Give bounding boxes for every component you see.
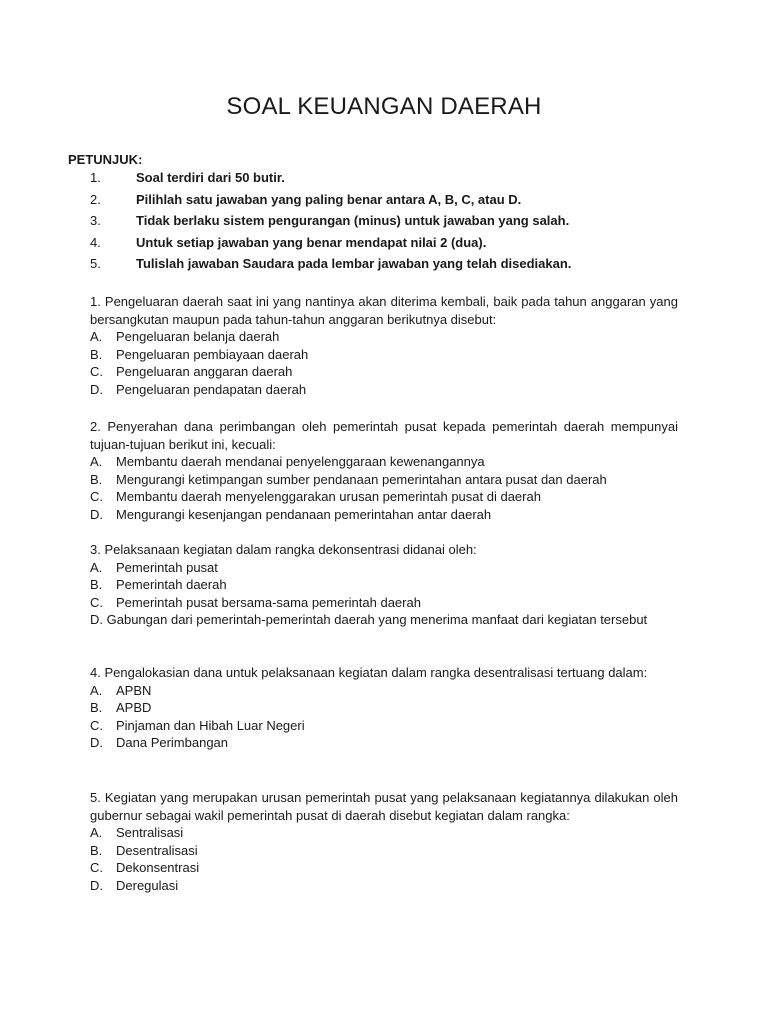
- option-letter: D.: [90, 381, 103, 397]
- answer-option-b: [90, 842, 678, 860]
- option-letter: C.: [90, 860, 103, 875]
- instructions-list: [68, 170, 708, 278]
- question-5: [90, 789, 678, 894]
- option-text: Pemerintah pusat bersama-sama pemerintah daerah: [116, 594, 421, 610]
- option-letter: D.: [90, 877, 103, 893]
- instruction-item: [68, 192, 708, 214]
- answer-option-c: [90, 594, 678, 612]
- answer-option-a: [90, 328, 678, 346]
- instruction-number: 4.: [90, 234, 101, 250]
- option-letter: A.: [90, 329, 103, 344]
- question-1: [90, 293, 678, 398]
- answer-option-d: [90, 611, 678, 629]
- option-text: Desentralisasi: [116, 842, 198, 858]
- instruction-number: 2.: [90, 191, 101, 207]
- answer-option-d: [90, 734, 678, 752]
- option-letter: B.: [90, 346, 103, 362]
- answer-option-b: [90, 699, 678, 717]
- answer-option-b: [90, 471, 678, 489]
- instruction-text: Tulislah jawaban Saudara pada lembar jawaban yang telah disediakan.: [136, 256, 572, 271]
- option-letter: C.: [90, 364, 103, 379]
- question-text: 3. Pelaksanaan kegiatan dalam rangka dekonsentrasi didanai oleh:: [90, 542, 477, 557]
- instruction-item: [68, 256, 708, 278]
- option-text: Pengeluaran pembiayaan daerah: [116, 346, 309, 362]
- option-letter: A.: [90, 825, 103, 840]
- option-text: Mengurangi ketimpangan sumber pendanaan pemerintahan antara pusat dan daerah: [116, 471, 607, 487]
- instructions-heading: PETUNJUK:: [68, 152, 143, 167]
- option-text: Pengeluaran pendapatan daerah: [116, 381, 307, 397]
- instruction-number: 3.: [90, 213, 101, 228]
- option-letter: C.: [90, 594, 103, 610]
- page-title: SOAL KEUANGAN DAERAH: [226, 93, 542, 120]
- question-3: [90, 541, 678, 629]
- option-letter: C.: [90, 717, 103, 733]
- answer-option-a: [90, 559, 678, 577]
- option-letter: A.: [90, 682, 103, 698]
- option-text: Deregulasi: [116, 877, 179, 893]
- option-text: Mengurangi kesenjangan pendanaan pemerintahan antar daerah: [116, 506, 492, 522]
- answer-option-c: [90, 363, 678, 381]
- instruction-text: Untuk setiap jawaban yang benar mendapat nilai 2 (dua).: [136, 234, 487, 250]
- question-2: [90, 418, 678, 523]
- answer-option-d: [90, 506, 678, 524]
- option-text: Pemerintah daerah: [116, 577, 227, 592]
- answer-option-c: [90, 859, 678, 877]
- option-text: Dekonsentrasi: [116, 860, 200, 875]
- answer-option-d: [90, 381, 678, 399]
- option-text: Pemerintah pusat: [116, 559, 218, 575]
- option-letter: A.: [90, 454, 103, 469]
- answer-option-c: [90, 488, 678, 506]
- question-4: [90, 664, 678, 752]
- option-text: Pengeluaran belanja daerah: [116, 329, 280, 344]
- question-text: 4. Pengalokasian dana untuk pelaksanaan kegiatan dalam rangka desentralisasi tertuang dalam:: [90, 665, 648, 680]
- option-text: Membantu daerah menyelenggarakan urusan pemerintah pusat di daerah: [116, 489, 541, 504]
- question-text: 5. Kegiatan yang merupakan urusan pemerintah pusat yang pelaksanaan kegiatannya dilakukan oleh gubernur sebagai wakil pemerintah pusat di daerah disebut kegiatan dalam rangka:: [90, 790, 678, 823]
- question-text: 2. Penyerahan dana perimbangan oleh pemerintah pusat kepada pemerintah daerah mempunyai tujuan-tujuan berikut ini, kecuali:: [90, 419, 678, 452]
- option-letter: B.: [90, 842, 103, 858]
- instruction-text: Soal terdiri dari 50 butir.: [136, 170, 285, 185]
- answer-option-a: [90, 824, 678, 842]
- option-letter: A.: [90, 559, 103, 575]
- option-letter: D.: [90, 735, 103, 750]
- instruction-number: 5.: [90, 256, 101, 271]
- option-text: Sentralisasi: [116, 825, 184, 840]
- answer-option-a: [90, 682, 678, 700]
- option-letter: B.: [90, 700, 103, 715]
- instruction-text: Pilihlah satu jawaban yang paling benar antara A, B, C, atau D.: [136, 191, 522, 207]
- option-text: Dana Perimbangan: [116, 735, 229, 750]
- option-letter: C.: [90, 489, 103, 504]
- answer-option-c: [90, 717, 678, 735]
- option-letter: D.: [90, 612, 103, 627]
- option-text: APBN: [116, 682, 152, 698]
- answer-option-b: [90, 346, 678, 364]
- answer-option-d: [90, 877, 678, 895]
- answer-option-a: [90, 453, 678, 471]
- option-text: Pinjaman dan Hibah Luar Negeri: [116, 717, 305, 733]
- question-text: 1. Pengeluaran daerah saat ini yang nantinya akan diterima kembali, baik pada tahun anggaran yang bersangkutan maupun pada tahun-tahun anggaran berikutnya disebut:: [90, 294, 678, 327]
- option-letter: D.: [90, 506, 103, 522]
- option-text: Membantu daerah mendanai penyelenggaraan kewenangannya: [116, 454, 485, 469]
- option-text: Gabungan dari pemerintah-pemerintah daerah yang menerima manfaat dari kegiatan tersebut: [106, 612, 648, 627]
- option-letter: B.: [90, 471, 103, 487]
- instruction-item: [68, 235, 708, 257]
- instruction-item: [68, 170, 708, 192]
- answer-option-b: [90, 576, 678, 594]
- option-letter: B.: [90, 577, 103, 592]
- instruction-item: [68, 213, 708, 235]
- option-text: APBD: [116, 700, 152, 715]
- instruction-number: 1.: [90, 170, 101, 185]
- instruction-text: Tidak berlaku sistem pengurangan (minus) untuk jawaban yang salah.: [136, 213, 570, 228]
- option-text: Pengeluaran anggaran daerah: [116, 364, 293, 379]
